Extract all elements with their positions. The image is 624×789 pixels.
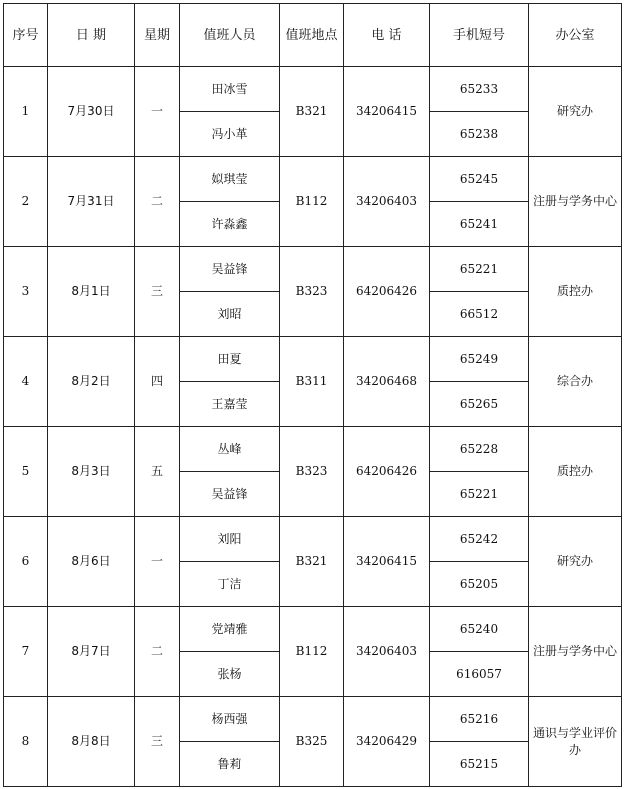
cell-short-number: 65249	[430, 337, 529, 382]
cell-phone: 64206426	[344, 427, 430, 517]
cell-weekday: 三	[135, 247, 180, 337]
cell-staff: 刘昭	[180, 292, 280, 337]
cell-staff: 党靖雅	[180, 607, 280, 652]
cell-office: 综合办	[529, 337, 622, 427]
cell-short-number: 65242	[430, 517, 529, 562]
cell-no: 5	[4, 427, 48, 517]
cell-weekday: 二	[135, 157, 180, 247]
cell-office: 注册与学务中心	[529, 157, 622, 247]
cell-no: 4	[4, 337, 48, 427]
cell-phone: 34206415	[344, 517, 430, 607]
cell-short-number: 616057	[430, 652, 529, 697]
table-row	[4, 337, 622, 382]
cell-date: 8月7日	[48, 607, 135, 697]
cell-no: 3	[4, 247, 48, 337]
header-location: 值班地点	[280, 4, 344, 67]
cell-weekday: 二	[135, 607, 180, 697]
cell-staff: 张杨	[180, 652, 280, 697]
cell-date: 8月3日	[48, 427, 135, 517]
cell-weekday: 一	[135, 67, 180, 157]
cell-weekday: 三	[135, 697, 180, 787]
table-row	[4, 517, 622, 562]
cell-weekday: 一	[135, 517, 180, 607]
cell-staff: 姒琪莹	[180, 157, 280, 202]
cell-short-number: 65245	[430, 157, 529, 202]
cell-short-number: 65241	[430, 202, 529, 247]
header-office: 办公室	[529, 4, 622, 67]
cell-no: 8	[4, 697, 48, 787]
header-short-number: 手机短号	[430, 4, 529, 67]
cell-staff: 刘阳	[180, 517, 280, 562]
cell-short-number: 65228	[430, 427, 529, 472]
cell-staff: 田冰雪	[180, 67, 280, 112]
cell-date: 8月1日	[48, 247, 135, 337]
cell-no: 7	[4, 607, 48, 697]
cell-date: 8月6日	[48, 517, 135, 607]
header-phone: 电 话	[344, 4, 430, 67]
cell-location: B325	[280, 697, 344, 787]
cell-phone: 34206415	[344, 67, 430, 157]
cell-short-number: 65221	[430, 247, 529, 292]
table-body	[4, 67, 622, 787]
cell-staff: 王嘉莹	[180, 382, 280, 427]
cell-no: 1	[4, 67, 48, 157]
cell-location: B112	[280, 157, 344, 247]
cell-staff: 许淼鑫	[180, 202, 280, 247]
cell-location: B311	[280, 337, 344, 427]
cell-staff: 鲁莉	[180, 742, 280, 787]
cell-location: B112	[280, 607, 344, 697]
cell-no: 6	[4, 517, 48, 607]
table-row	[4, 67, 622, 112]
cell-short-number: 65205	[430, 562, 529, 607]
table-row	[4, 607, 622, 652]
header-weekday: 星期	[135, 4, 180, 67]
cell-weekday: 四	[135, 337, 180, 427]
cell-staff: 丛峰	[180, 427, 280, 472]
table-row	[4, 157, 622, 202]
cell-phone: 34206429	[344, 697, 430, 787]
cell-staff: 吴益锋	[180, 472, 280, 517]
cell-staff: 丁洁	[180, 562, 280, 607]
cell-phone: 34206468	[344, 337, 430, 427]
header-date: 日 期	[48, 4, 135, 67]
cell-short-number: 65215	[430, 742, 529, 787]
cell-date: 8月2日	[48, 337, 135, 427]
cell-phone: 34206403	[344, 607, 430, 697]
cell-short-number: 65221	[430, 472, 529, 517]
cell-phone: 34206403	[344, 157, 430, 247]
duty-schedule-table	[3, 3, 622, 787]
cell-short-number: 65265	[430, 382, 529, 427]
cell-short-number: 65240	[430, 607, 529, 652]
cell-short-number: 65238	[430, 112, 529, 157]
cell-weekday: 五	[135, 427, 180, 517]
cell-office: 注册与学务中心	[529, 607, 622, 697]
cell-short-number: 65216	[430, 697, 529, 742]
cell-date: 7月30日	[48, 67, 135, 157]
cell-location: B323	[280, 427, 344, 517]
cell-date: 8月8日	[48, 697, 135, 787]
cell-short-number: 66512	[430, 292, 529, 337]
cell-office: 研究办	[529, 517, 622, 607]
cell-office: 质控办	[529, 247, 622, 337]
header-row	[4, 4, 622, 67]
cell-office: 质控办	[529, 427, 622, 517]
cell-location: B321	[280, 67, 344, 157]
cell-location: B321	[280, 517, 344, 607]
cell-phone: 64206426	[344, 247, 430, 337]
cell-office: 通识与学业评价办	[529, 697, 622, 787]
cell-staff: 冯小革	[180, 112, 280, 157]
table-row	[4, 247, 622, 292]
cell-staff: 田夏	[180, 337, 280, 382]
cell-no: 2	[4, 157, 48, 247]
cell-office: 研究办	[529, 67, 622, 157]
cell-date: 7月31日	[48, 157, 135, 247]
cell-staff: 杨西强	[180, 697, 280, 742]
header-staff: 值班人员	[180, 4, 280, 67]
table-row	[4, 427, 622, 472]
table-row	[4, 697, 622, 742]
header-no: 序号	[4, 4, 48, 67]
cell-short-number: 65233	[430, 67, 529, 112]
cell-staff: 吴益锋	[180, 247, 280, 292]
cell-location: B323	[280, 247, 344, 337]
